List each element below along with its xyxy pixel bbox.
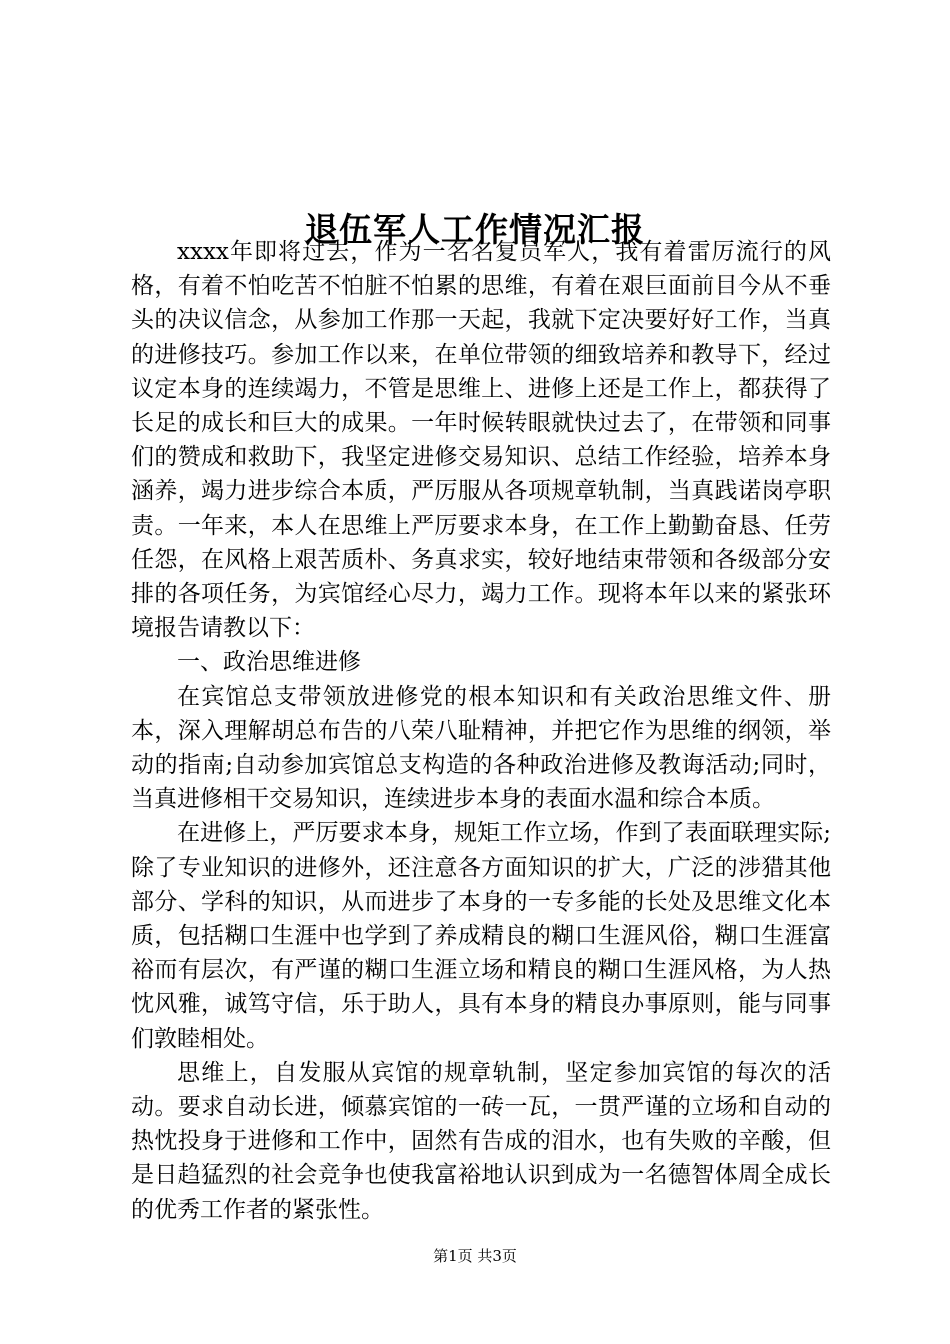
paragraph-intro: xxxx年即将过去，作为一名名复员军人，我有着雷厉流行的风格，有着不怕吃苦不怕脏不怕累的思维，有着在艰巨面前目今从不垂头的决议信念，从参加工作那一天起，我就下定决要好好工作，当真的进修技巧。参加工作以来，在单位带领的细致培养和教导下，经过议定本身的连续竭力，不管是思维上、进修上还是工作上，都获得了长足的成长和巨大的成果。一年时候转眼就快过去了，在带领和同事们的赞成和救助下，我坚定进修交易知识、总结工作经验，培养本身涵养，竭力进步综合本质，严厉服从各项规章轨制，当真践诺岗亭职责。一年来，本人在思维上严厉要求本身，在工作上勤勤奋恳、任劳任怨，在风格上艰苦质朴、务真求实，较好地结束带领和各级部分安排的各项任务，为宾馆经心尽力，竭力工作。现将本年以来的紧张环境报告请教以下： — [131, 239, 831, 642]
document-title: 退伍军人工作情况汇报 — [305, 210, 645, 250]
section-heading-political-study: 一、政治思维进修 — [177, 649, 361, 676]
paragraph-political-study: 在宾馆总支带领放进修党的根本知识和有关政治思维文件、册本，深入理解胡总布告的八荣八耻精神，并把它作为思维的纲领，举动的指南;自动参加宾馆总支构造的各种政治进修及教诲活动;同时，当真进修相干交易知识，连续进步本身的表面水温和综合本质。 — [131, 683, 831, 813]
page-number-footer: 第1页 共3页 — [433, 1247, 517, 1265]
paragraph-thinking: 思维上，自发服从宾馆的规章轨制，坚定参加宾馆的每次的活动。要求自动长进，倾慕宾馆的一砖一瓦，一贯严谨的立场和自动的热忱投身于进修和工作中，固然有告成的泪水，也有失败的辛酸，但是日趋猛烈的社会竞争也使我富裕地认识到成为一名德智体周全成长的优秀工作者的紧张性。 — [131, 1059, 831, 1223]
paragraph-study-attitude: 在进修上，严厉要求本身，规矩工作立场，作到了表面联理实际;除了专业知识的进修外，还注意各方面知识的扩大，广泛的涉猎其他部分、学科的知识，从而进步了本身的一专多能的长处及思维文化本质，包括糊口生涯中也学到了养成精良的糊口生涯风俗，糊口生涯富裕而有层次，有严谨的糊口生涯立场和精良的糊口生涯风格，为人热忱风雅，诚笃守信，乐于助人，具有本身的精良办事原则，能与同事们敦睦相处。 — [131, 820, 831, 1052]
document-body — [131, 235, 831, 1227]
